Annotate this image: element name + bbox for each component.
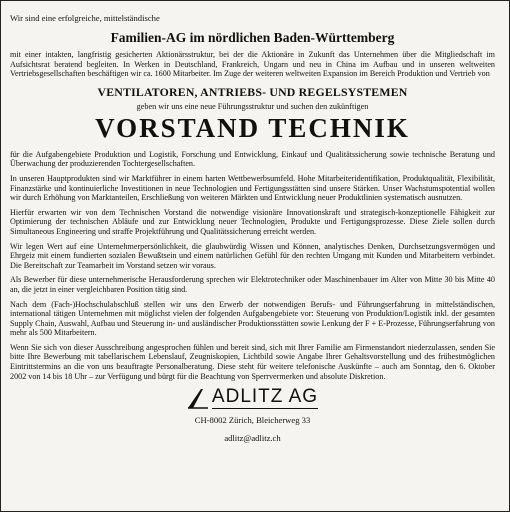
address: CH-8002 Zürich, Bleicherweg 33 [194,415,311,426]
sector-headline: VENTILATOREN, ANTRIEBS- UND REGELSYSTEMEN [97,84,408,99]
position-title: VORSTAND TECHNIK [95,112,410,143]
paragraph-application: Wenn Sie sich von dieser Ausschreibung angesprochen fühlen und bereit sind, sich mit Ihrer Familie am Firmenstandort niederzulassen, senden Sie bitte Ihre Bewerbung mit tabellarischem Lebenslauf, Zeugniskopien, Lichtbild sowie Angabe Ihrer Gehaltsvorstellung und des frühestmöglichen Eintrittstermins an die von uns beauftragte Personalberatung. Diese steht für weitere telefonische Auskünfte – auch am Sonntag, den 6. Oktober 2002 von 14 bis 18 Uhr – zur Verfügung und bürgt für die Beachtung von Sperrvermerken und absolute Diskretion. [10,342,495,381]
paragraph-expectations: Hierfür erwarten wir von dem Technischen Vorstand die notwendige visionäre Innovationskraft und strategisch-konzeptionelle Fähigkeit zur Optimierung der technischen Abläufe und zur Entwicklung neuer Technologien, Produkte und Fertigungsprozesse. Diese Ziele sollen durch Simultaneous Engineering und straffe Projektführung und Qualitätssicherung erreicht werden. [10,207,495,236]
company-headline: Familien-AG im nördlichen Baden-Württemberg [110,30,395,45]
paragraph-experience: Nach dem (Fach-)Hochschulabschluß stellen wir uns den Erwerb der notwendigen Berufs- und Führungserfahrung in mittelständischen, international tätigen Unternehmen mit möglichst vielen der folgenden Aufgabengebiete vor: Steuerung von Produktion/Logistik inkl. der gesamten Supply Chain, Auswahl, Aufbau und Steuerung in- und ausländischer Produktionsstätten sowie Lenkung der F + E-Prozesse, Führungserfahrung von mehr als 500 Mitarbeitern. [10,299,495,338]
sector-subline: geben wir uns eine neue Führungsstruktur und suchen den zukünftigen [136,101,369,111]
paragraph-candidate-profile: Als Bewerber für diese unternehmerische Herausforderung sprechen wir Elektrotechniker oder Maschinenbauer im Alter von Mitte 30 bis Mitte 40 an, die jetzt in einer vergleichbaren Position tätig sind. [10,275,495,294]
paragraph-personality: Wir legen Wert auf eine Unternehmerpersönlichkeit, die glaubwürdig Wissen und Können, analytisches Denken, Durchsetzungsvermögen und Ehrgeiz mit einem fundierten sozialen Bewußtsein und einem natürlichen Gefühl für den rechten Umgang mit Kunden und Mitarbeitern verbindet. Die Bereitschaft zur Teamarbeit im Vorstand setzen wir voraus. [10,241,495,270]
paragraph-company-strengths: In unseren Hauptprodukten sind wir Marktführer in einem harten Wettbewerbsumfeld. Hohe Mitarbeiteridentifikation, Produktqualität, Flexibilität, Finanzstärke und kontinuierliche Investitionen in neue Technologien und Fertigungsstätten sind unsere Stärken. Unser Wachstumspotential wollen wir durch Erhöhung von Marktanteilen, Erschließung von weiteren Märkten und Entwicklung neuer Produktlinien systematisch ausnutzen. [10,173,495,203]
ad-content [1,1,509,443]
company-description: mit einer intakten, langfristig gesicherten Aktionärsstruktur, bei der die Aktionäre in Zukunft das Unternehmen über die Mitgliedschaft im Aufsichtsrat beratend begleiten. In Werken in Deutschland, Frankreich, Ungarn und neu in China im Aufbau und in unseren weltweiten Vertriebsgesellschaften beschäftigen wir ca. 1600 Mitarbeiter. Im Zuge der weiteren weltweiten Expansion im Bereich Produktion und Vertrieb von [10,50,495,79]
logo-text: ADLITZ AG [211,386,319,408]
logo-area [10,387,495,409]
adlitz-logo-mark-icon [187,387,209,409]
email-link[interactable]: adlitz@adlitz.ch [224,433,281,444]
adlitz-logo [187,387,318,409]
paragraph-responsibilities: für die Aufgabengebiete Produktion und Logistik, Forschung und Entwicklung, Einkauf und Qualitätssicherung sowie technische Beratung und Überwachung der produzierenden Tochtergesellschaften. [10,149,495,169]
intro-line: Wir sind eine erfolgreiche, mittelständische [10,13,160,23]
